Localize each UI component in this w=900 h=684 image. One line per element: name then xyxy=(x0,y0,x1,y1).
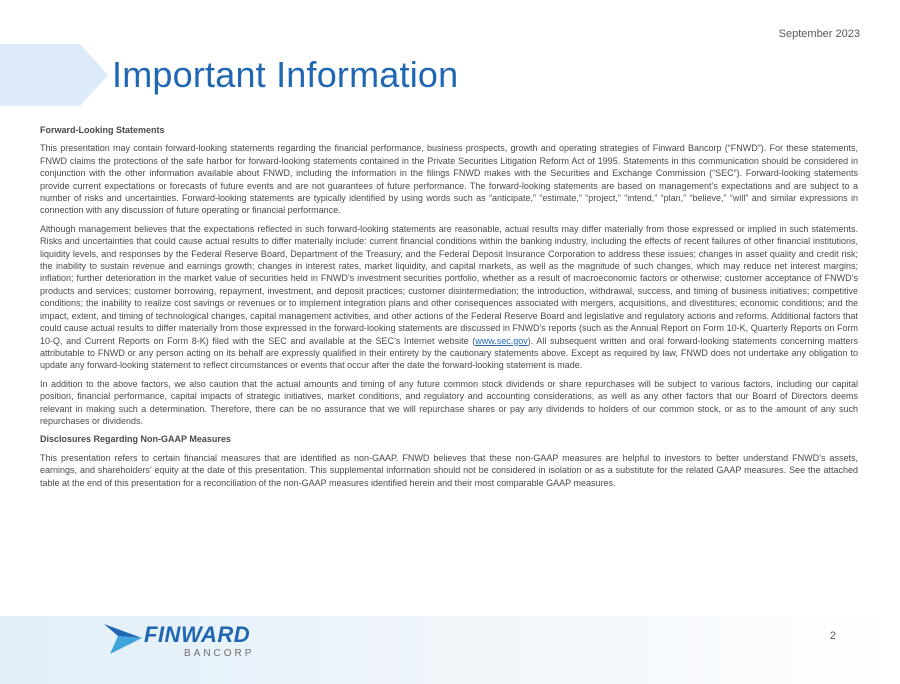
logo-subtitle: BANCORP xyxy=(184,648,255,659)
date-label: September 2023 xyxy=(778,28,860,40)
paragraph-2-text-a: Although management believes that the expectations reflected in such forward-looking statements are reasonable, actual results may differ materially from those expressed or implied in such statements. Risks and uncertainties that could cause actual results to differ materially include: current financial conditions within the banking industry, including the effects of recent failures of other financial institutions, liquidity levels, and responses by the Federal Reserve Board, Department of the Treasury, and the Federal Deposit Insurance Corporation to address these issues; changes in asset quality and credit risk; the inability to sustain revenue and earnings growth; changes in interest rates, market liquidity, and capital markets, as well as the magnitude of such changes, which may reduce net interest margins; inflation; further deterioration in the market value of securities held in FNWD’s investment securities portfolio, whether as a result of macroeconomic factors or otherwise; customer acceptance of FNWD’s products and services; customer borrowing, repayment, investment, and deposit practices; customer disintermediation; the introduction, withdrawal, success, and timing of business initiatives; competitive conditions; the inability to realize cost savings or revenues or to implement integration plans and other consequences associated with mergers, acquisitions, and divestitures; economic conditions; and the impact, extent, and timing of technological changes, capital management activities, and other actions of the Federal Reserve Board and legislative and regulatory actions and reforms. Additional factors that could cause actual results to differ materially from those expressed in the forward-looking statements are discussed in FNWD’s reports (such as the Annual Report on Form 10-K, Quarterly Reports on Form 10-Q, and Current Reports on Form 8-K) filed with the SEC and available at the SEC’s Internet website ( xyxy=(40,223,858,346)
paragraph-2-text-b: ). All subsequent written and oral forward-looking statements concerning matters attributable to FNWD or any person acting on its behalf are expressly qualified in their entirety by the cautionary statements above. Except as required by law, FNWD does not undertake any obligation to update any forward-looking statement to reflect circumstances or events that occur after the date the forward-looking statement is made. xyxy=(40,335,858,371)
forward-looking-heading: Forward-Looking Statements xyxy=(40,125,165,135)
page-title: Important Information xyxy=(112,54,459,95)
sec-website-link[interactable]: www.sec.gov xyxy=(475,335,528,346)
non-gaap-paragraph: This presentation refers to certain financial measures that are identified as non-GAAP. FNWD believes that these non-GAAP measures are helpful to investors to better understand FNWD’s assets, earnings, and shareholders’ equity at the date of this presentation. This supplemental information should not be considered in isolation or as a substitute for the related GAAP measures. See the attached table at the end of this presentation for a reconciliation of the non-GAAP measures identified herein and their most comparable GAAP measures. xyxy=(40,452,858,488)
logo-wordmark: FINWARD xyxy=(144,622,251,647)
non-gaap-heading: Disclosures Regarding Non-GAAP Measures xyxy=(40,434,231,445)
finward-logo xyxy=(104,622,264,670)
disclaimer-content xyxy=(40,124,858,495)
title-chevron-band xyxy=(0,44,108,106)
forward-looking-paragraph-2 xyxy=(40,223,858,372)
page-number: 2 xyxy=(829,630,836,642)
finward-arrow-icon xyxy=(104,622,144,656)
forward-looking-paragraph-3: In addition to the above factors, we also caution that the actual amounts and timing of any future common stock dividends or share repurchases will be subject to various factors, including our capital position, financial performance, capital impacts of strategic initiatives, market conditions, and regulatory and accounting considerations, as well as any other factors that our Board of Directors deems relevant in making such a determination. Therefore, there can be no assurance that we will repurchase shares or pay any dividends to holders of our common stock, or as to the amount of any such repurchases or dividends. xyxy=(40,378,858,426)
forward-looking-paragraph-1: This presentation may contain forward-looking statements regarding the financial performance, business prospects, growth and operating strategies of Finward Bancorp (“FNWD”). For these statements, FNWD claims the protections of the safe harbor for forward-looking statements contained in the Private Securities Litigation Reform Act of 1995. Statements in this communication should be considered in conjunction with the other information available about FNWD, including the information in the filings FNWD makes with the Securities and Exchange Commission (“SEC”). Forward-looking statements provide current expectations or forecasts of future events and are not guarantees of future performance. The forward-looking statements are based on management’s expectations and are subject to a number of risks and uncertainties. Forward-looking statements are typically identified by using words such as “anticipate,” “estimate,” “project,” “intend,” “plan,” “believe,” “will” and similar expressions in connection with any discussion of future operating or financial performance. xyxy=(40,143,858,216)
